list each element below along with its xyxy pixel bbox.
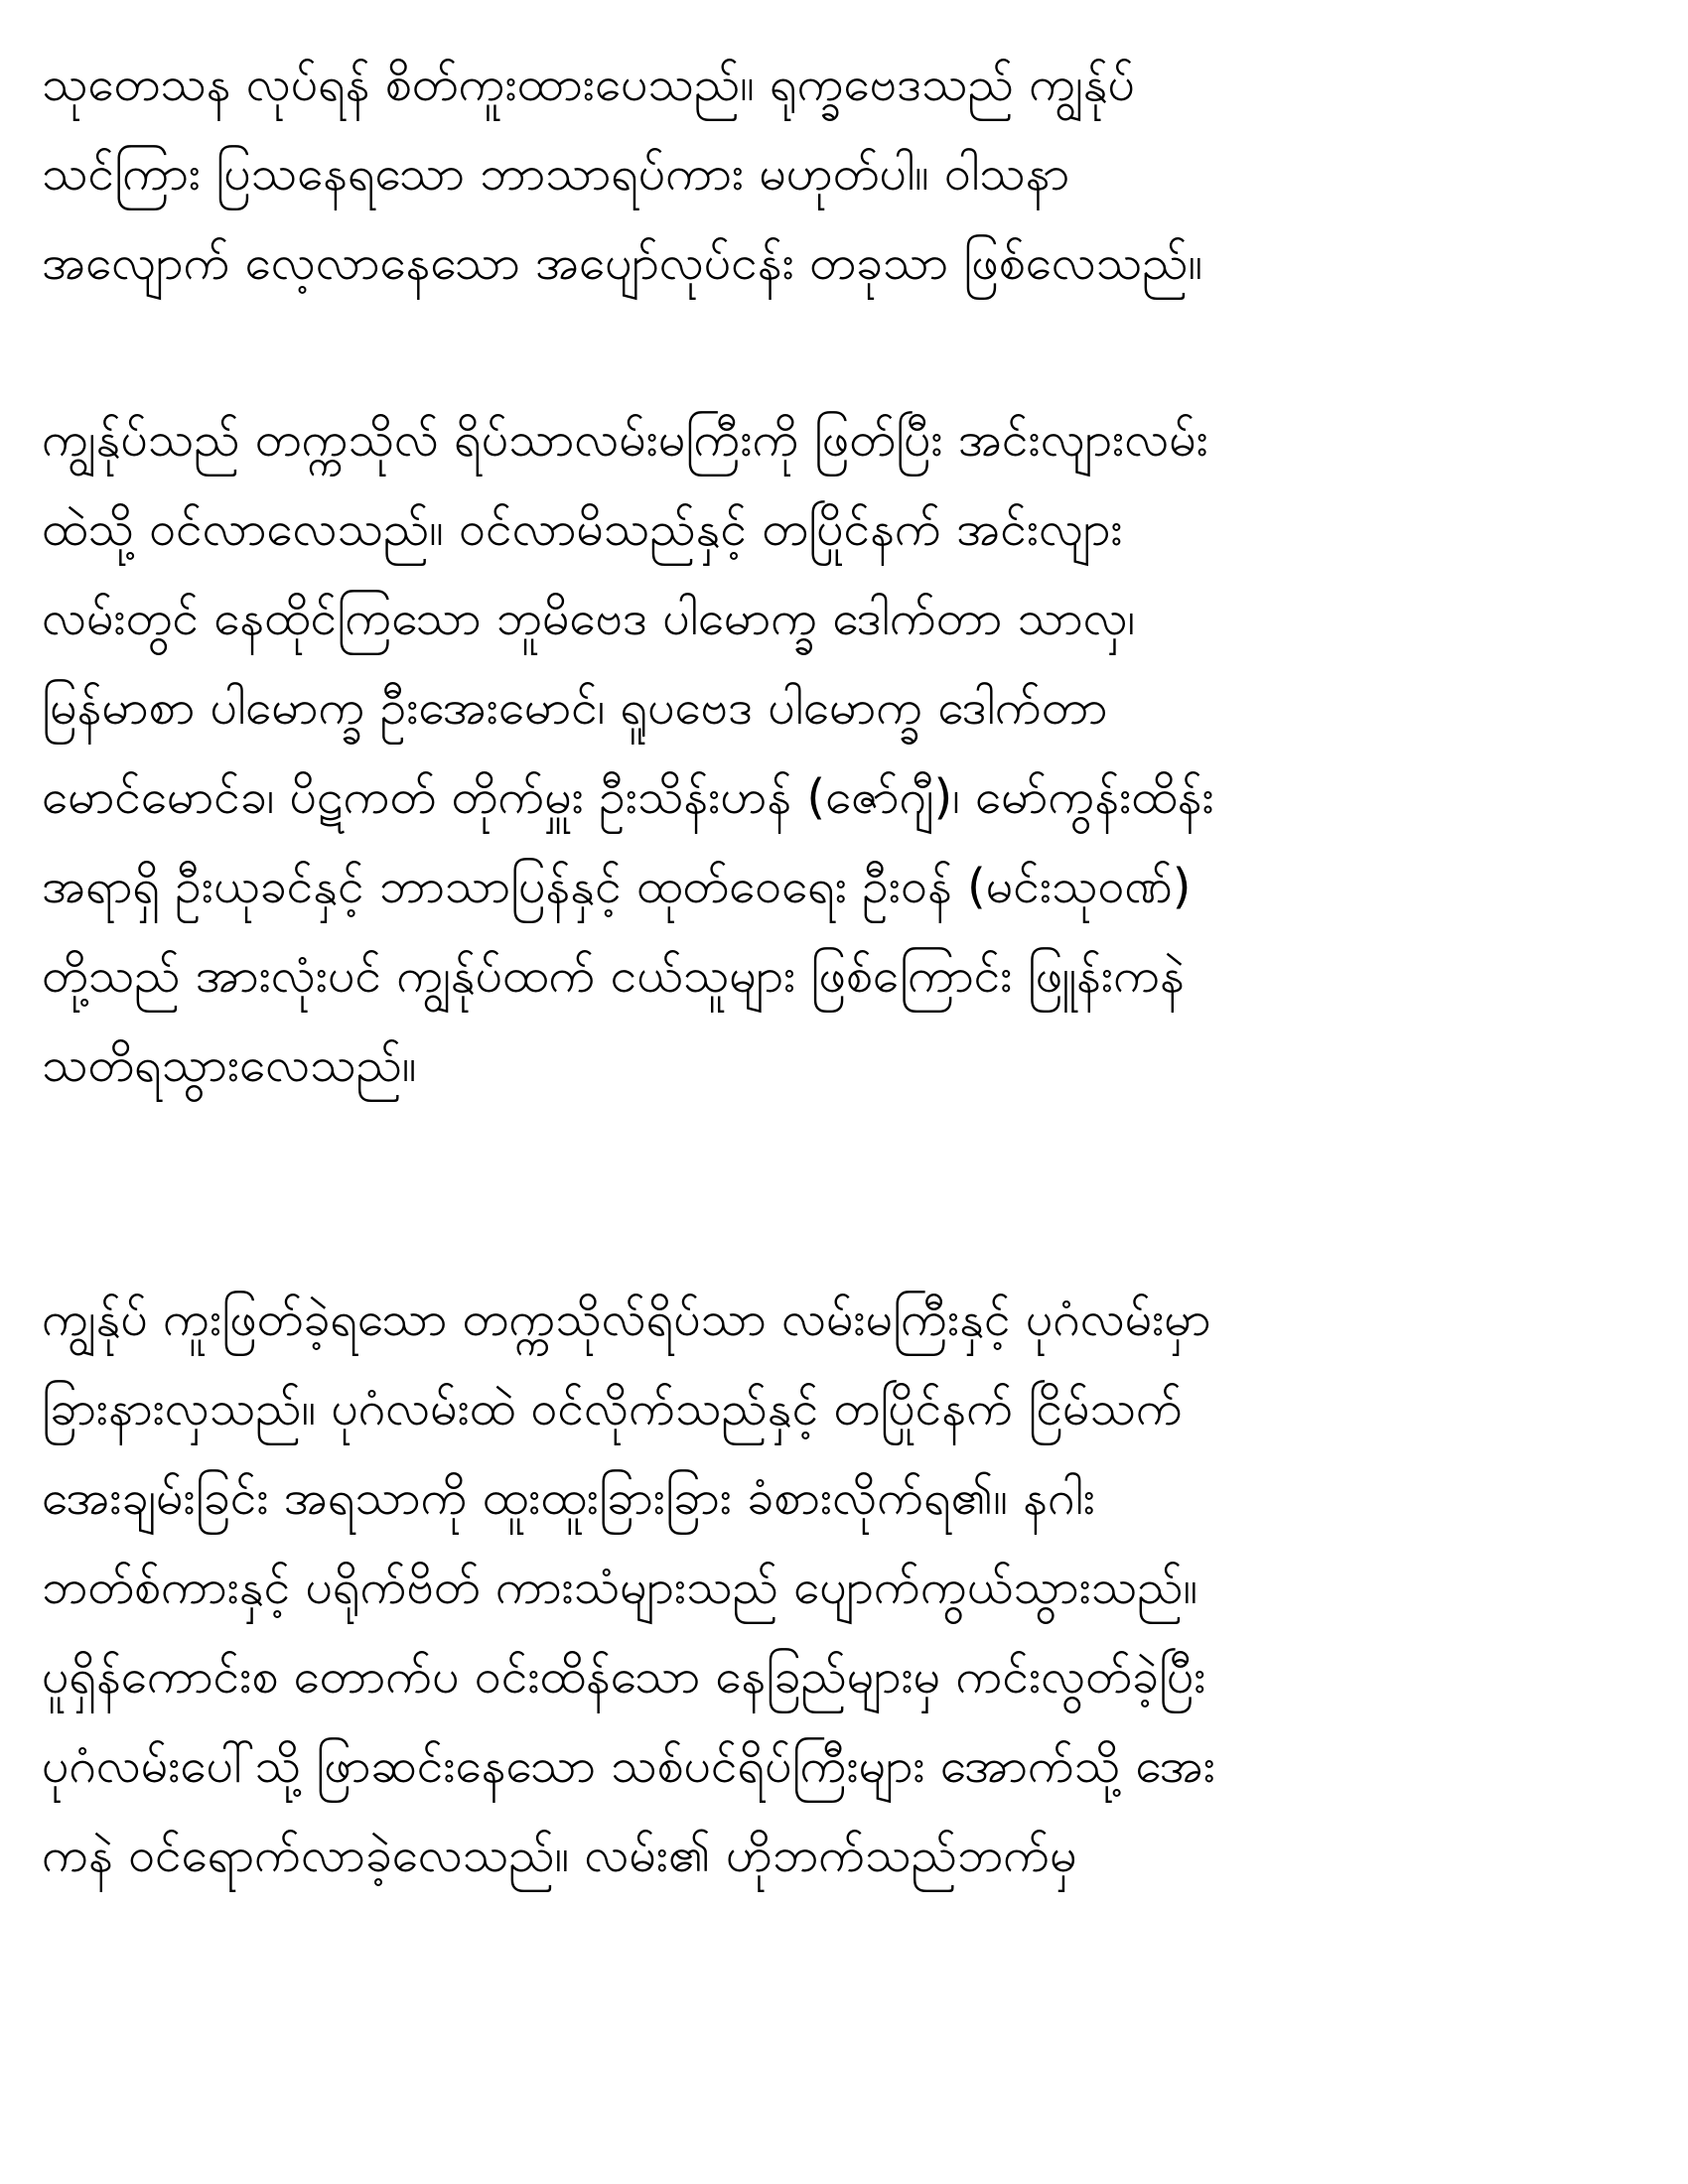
text-line: ပုဂံလမ်းပေါ်သို့ ဖြာဆင်းနေသော သစ်ပင်ရိပ်ကြီးများ အောက်သို့ အေး (42, 1738, 1215, 1794)
text-line: မြန်မာစာ ပါမောက္ခ ဦးအေးမောင်၊ ရူပဗေဒ ပါမောက္ခ ဒေါက်တာ (42, 680, 1108, 736)
text-line: ခြားနားလှသည်။ ပုဂံလမ်းထဲ ဝင်လိုက်သည်နှင့် တပြိုင်နက် ငြိမ်သက် (42, 1381, 1183, 1436)
text-line: သင်ကြား ပြသနေရသော ဘာသာရပ်ကား မဟုတ်ပါ။ ဝါသနာ (42, 146, 1070, 202)
text-line: အလျောက် လေ့လာနေသော အပျော်လုပ်ငန်း တခုသာ ဖြစ်လေသည်။ (42, 235, 1203, 291)
text-line: ကျွန်ုပ်သည် တက္ကသိုလ် ရိပ်သာလမ်းမကြီးကို ဖြတ်ပြီး အင်းလျားလမ်း (42, 412, 1208, 468)
text-line: သတိရသွားလေသည်။ (42, 1037, 417, 1093)
text-line: အေးချမ်းခြင်း အရသာကို ထူးထူးခြားခြား ခံစားလိုက်ရ၏။ နဂါး (42, 1470, 1095, 1526)
text-line: ကနဲ ဝင်ရောက်လာခဲ့လေသည်။ လမ်း၏ ဟိုဘက်သည်ဘက်မှ (42, 1828, 1077, 1883)
text-line: မောင်မောင်ခ၊ ပိဋကတ် တိုက်မှူး ဦးသိန်းဟန် (ဇော်ဂျီ)၊ မော်ကွန်းထိန်း (42, 769, 1214, 825)
text-line: ထဲသို့ ဝင်လာလေသည်။ ဝင်လာမိသည်နှင့် တပြိုင်နက် အင်းလျား (42, 501, 1123, 557)
text-line: လမ်းတွင် နေထိုင်ကြသော ဘူမိဗေဒ ပါမောက္ခ ဒေါက်တာ သာလှ၊ (42, 591, 1136, 646)
text-line: အရာရှိ ဦးယုခင်နှင့် ဘာသာပြန်နှင့် ထုတ်ဝေရေး ဦးဝန် (မင်းသုဝဏ်) (42, 859, 1192, 914)
text-line: ကျွန်ုပ် ကူးဖြတ်ခဲ့ရသော တက္ကသိုလ်ရိပ်သာ လမ်းမကြီးနှင့် ပုဂံလမ်းမှာ (42, 1292, 1211, 1347)
text-line: သုတေသန လုပ်ရန် စိတ်ကူးထားပေသည်။ ရုက္ခဗေဒသည် ကျွန်ုပ် (42, 57, 1135, 112)
text-line: ဘတ်စ်ကားနှင့် ပရိုက်ဗိတ် ကားသံများသည် ပျောက်ကွယ်သွားသည်။ (42, 1560, 1198, 1615)
text-line: ပူရှိန်ကောင်းစ တောက်ပ ဝင်းထိန်သော နေခြည်များမှ ကင်းလွတ်ခဲ့ပြီး (42, 1649, 1206, 1705)
text-line: တို့သည် အားလုံးပင် ကျွန်ုပ်ထက် ငယ်သူများ ဖြစ်ကြောင်း ဖြူန်းကနဲ (42, 948, 1185, 1004)
